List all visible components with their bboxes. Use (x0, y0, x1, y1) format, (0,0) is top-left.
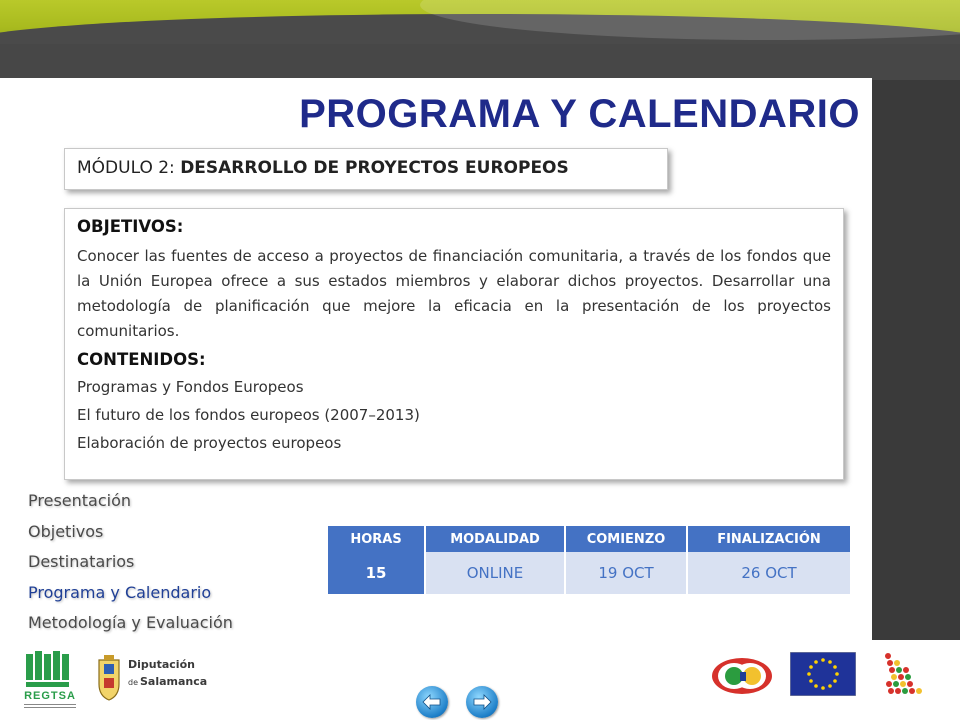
cell-modalidad: ONLINE (425, 552, 565, 594)
nav-item-metodologia-evaluacion[interactable]: Metodología y Evaluación (28, 613, 233, 632)
left-arrow-icon (422, 694, 442, 710)
table-header-row (328, 526, 850, 552)
objetivos-text: Conocer las fuentes de acceso a proyectos de financiación comunitaria, a través de los fondos que la Unión Europea ofrece a sus estados miembros y elaborar dichos proyectos. Desarrollar una metodología de planificación que mejore la eficacia en la presentación de los proyectos comunitarios. (77, 247, 831, 340)
cell-comienzo: 19 OCT (565, 552, 687, 594)
regtsa-label: REGTSA (24, 690, 76, 702)
diputacion-de: de (128, 678, 138, 687)
right-arrow-icon (472, 694, 492, 710)
content-box (64, 208, 844, 480)
contenidos-item: Programas y Fondos Europeos (77, 378, 304, 396)
contenidos-item: El futuro de los fondos europeos (2007–2013) (77, 406, 420, 424)
module-name: DESARROLLO DE PROYECTOS EUROPEOS (180, 158, 569, 178)
right-dark-strip (872, 80, 960, 640)
regtsa-logo (22, 648, 78, 714)
module-box (64, 148, 668, 190)
regtsa-logo-graphic (22, 648, 78, 714)
header-finalizacion: FINALIZACIÓN (687, 526, 850, 552)
diputacion-line2: Salamanca (140, 675, 208, 688)
nav-item-destinatarios[interactable]: Destinatarios (28, 552, 135, 571)
prev-slide-button[interactable] (416, 686, 448, 718)
partner-logo (710, 656, 774, 696)
diputacion-line1: Diputación (128, 658, 195, 671)
header-horas: HORAS (328, 526, 425, 552)
contenidos-item: Elaboración de proyectos europeos (77, 434, 342, 452)
course-info-table (328, 526, 850, 594)
objetivos-heading: OBJETIVOS: (77, 217, 184, 236)
partner-logo-graphic (710, 656, 774, 696)
eu-flag-graphic (790, 652, 856, 696)
header-modalidad: MODALIDAD (425, 526, 565, 552)
next-slide-button[interactable] (466, 686, 498, 718)
nav-item-presentacion[interactable]: Presentación (28, 491, 132, 510)
dark-band (0, 44, 960, 80)
contenidos-heading: CONTENIDOS: (77, 350, 206, 369)
table-row (328, 552, 850, 594)
page-title: PROGRAMA Y CALENDARIO (299, 92, 860, 136)
top-green-band (0, 0, 960, 44)
nav-item-objetivos[interactable]: Objetivos (28, 521, 104, 541)
dotted-triangle-logo (878, 650, 924, 698)
coat-of-arms-icon (96, 654, 122, 702)
header-comienzo: COMIENZO (565, 526, 687, 552)
nav-item-programa-calendario[interactable]: Programa y Calendario (28, 582, 212, 602)
module-prefix: MÓDULO 2: (77, 158, 181, 178)
cell-horas: 15 (328, 552, 425, 594)
section-nav (28, 486, 233, 639)
cell-finalizacion: 26 OCT (687, 552, 850, 594)
dotted-triangle-graphic (878, 650, 924, 698)
diputacion-logo (96, 654, 206, 704)
eu-flag-icon (790, 652, 856, 696)
